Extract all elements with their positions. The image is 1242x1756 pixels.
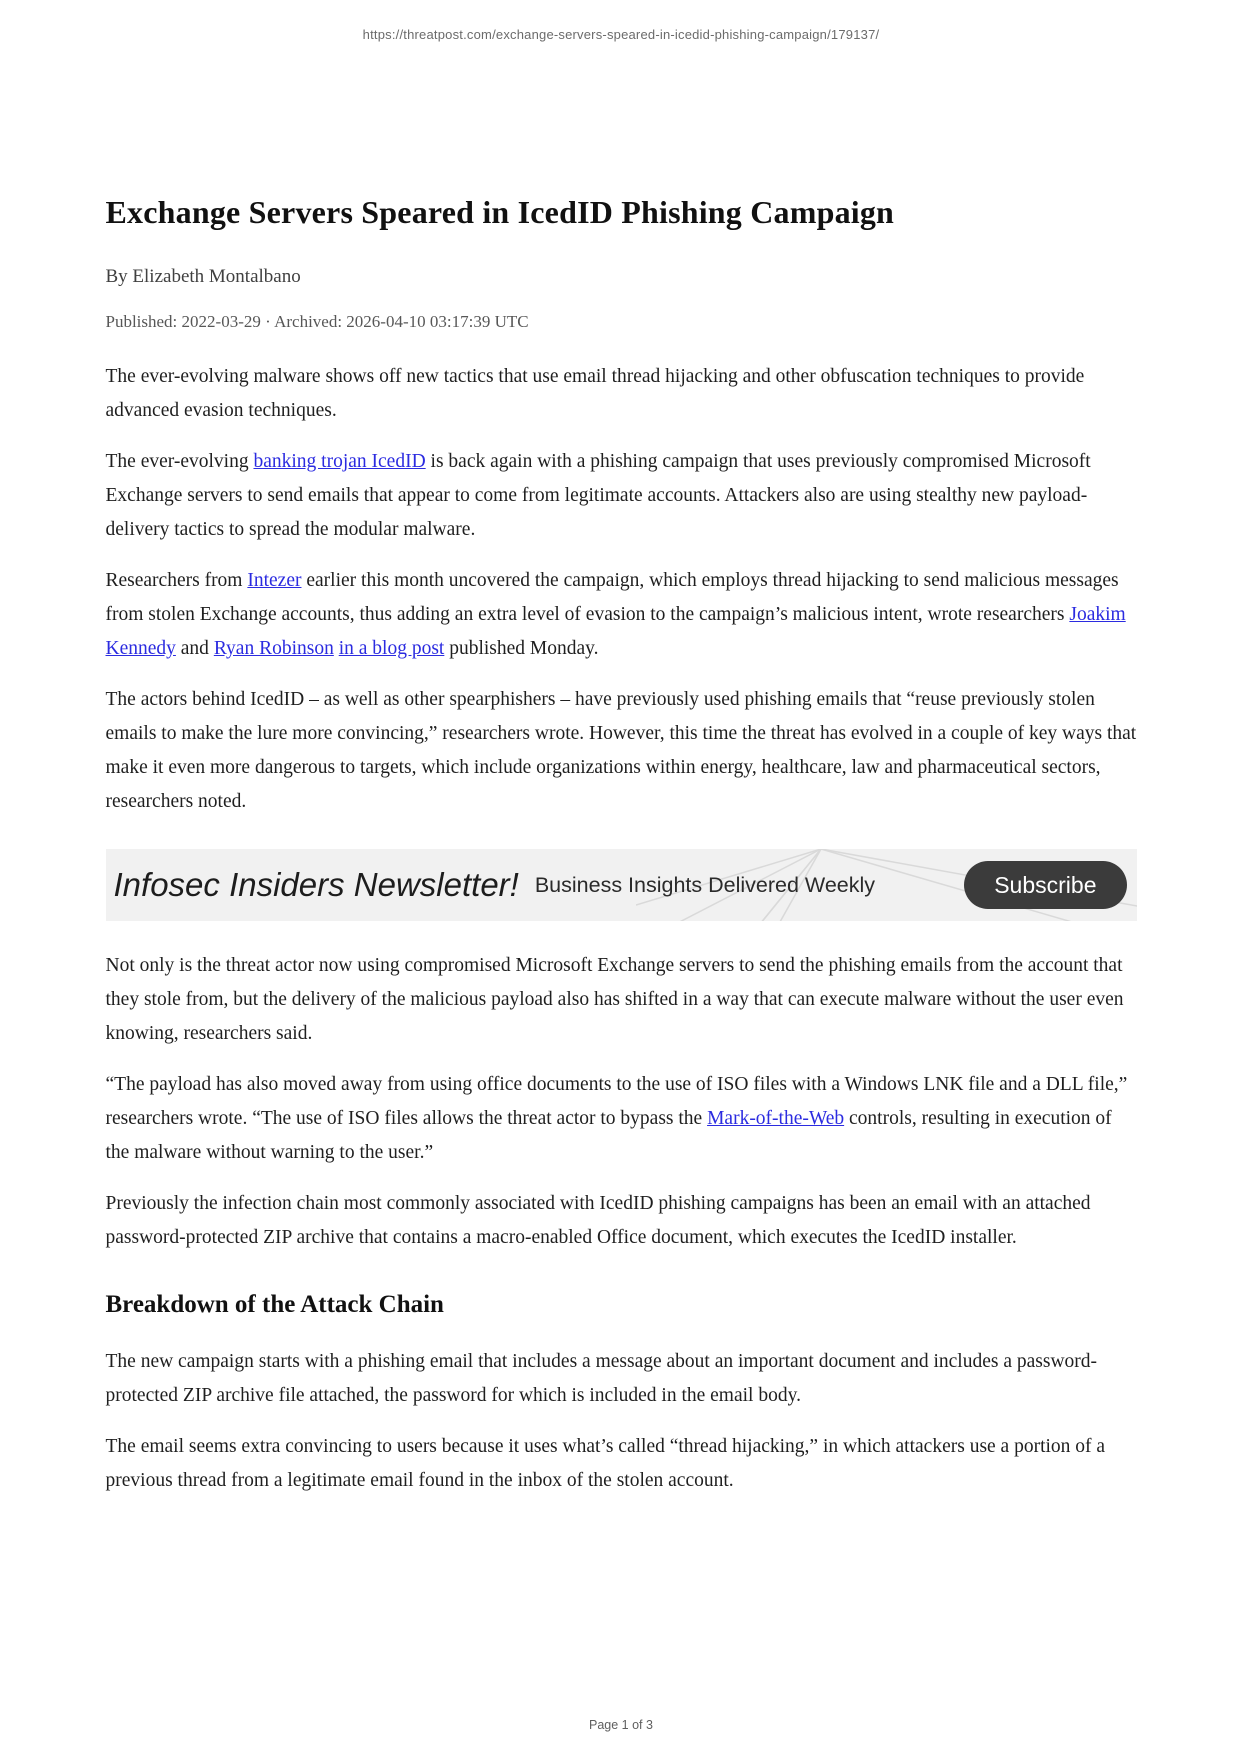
- link-mark-of-the-web[interactable]: Mark-of-the-Web: [707, 1108, 845, 1129]
- paragraph-text: The new campaign starts with a phishing email that includes a message about an important document and includes a password-protected ZIP archive file attached, the password for which is included in the email body.: [105, 1351, 1098, 1406]
- article-paragraph: [106, 360, 1137, 428]
- source-url: https://threatpost.com/exchange-servers-speared-in-icedid-phishing-campaign/179137/: [362, 27, 880, 42]
- paragraph-text: earlier this month uncovered the campaign, which employs thread hijacking to send malicious messages from stolen Exchange accounts, thus adding an extra level of evasion to the campaign’s malicious intent, wrote researchers: [105, 570, 1119, 625]
- paragraph-text: Previously the infection chain most commonly associated with IcedID phishing campaigns has been an email with an attached password-protected ZIP archive that contains a macro-enabled Office document, which executes the IcedID installer.: [105, 1193, 1091, 1248]
- article-byline: By Elizabeth Montalbano: [105, 266, 301, 287]
- article-paragraph: [106, 1068, 1137, 1170]
- link-ryan-robinson[interactable]: Ryan Robinson: [213, 638, 334, 659]
- paragraph-text: The ever-evolving malware shows off new tactics that use email thread hijacking and other obfuscation techniques to provide advanced evasion techniques.: [105, 366, 1085, 421]
- link-intezer[interactable]: Intezer: [247, 570, 302, 591]
- article-container: [106, 194, 1137, 1498]
- paragraph-text: “The payload has also moved away from using office documents to the use of ISO files with a Windows LNK file and a DLL file,” researchers wrote. “The use of ISO files allows the threat actor to bypass the: [105, 1074, 1128, 1129]
- article-paragraph: [106, 949, 1137, 1051]
- link-banking-trojan-icedid[interactable]: banking trojan IcedID: [253, 451, 426, 472]
- subscribe-button[interactable]: Subscribe: [964, 861, 1126, 909]
- paragraph-text: published Monday.: [444, 638, 599, 659]
- paragraph-text: The ever-evolving: [105, 451, 254, 472]
- article-paragraph: [106, 1430, 1137, 1498]
- paragraph-text: Not only is the threat actor now using compromised Microsoft Exchange servers to send the phishing emails from the account that they stole from, but the delivery of the malicious payload also has shifted in a way that can execute malware without the user even knowing, researchers said.: [105, 955, 1124, 1044]
- link-blog-post[interactable]: in a blog post: [338, 638, 445, 659]
- article-paragraph: [106, 445, 1137, 547]
- article-meta-dates: Published: 2022-03-29 · Archived: 2026-04-10 03:17:39 UTC: [105, 312, 529, 331]
- paragraph-text: is back again with a phishing campaign that uses previously compromised Microsoft Exchange servers to send emails that appear to come from legitimate accounts. Attackers also are using stealthy new payload-delivery tactics to spread the modular malware.: [105, 451, 1091, 540]
- paragraph-text: The actors behind IcedID – as well as other spearphishers – have previously used phishing emails that “reuse previously stolen emails to make the lure more convincing,” researchers wrote. However, this time the threat has evolved in a couple of key ways that make it even more dangerous to targets, which include organizations within energy, healthcare, law and pharmaceutical sectors, researchers noted.: [105, 689, 1137, 812]
- paragraph-text: and: [175, 638, 214, 659]
- article-title: Exchange Servers Speared in IcedID Phishing Campaign: [105, 194, 895, 230]
- newsletter-tagline: Business Insights Delivered Weekly: [534, 872, 876, 897]
- paragraph-text: The email seems extra convincing to users because it uses what’s called “thread hijacking,” in which attackers use a portion of a previous thread from a legitimate email found in the inbox of the stolen account.: [105, 1436, 1106, 1491]
- newsletter-banner: [106, 849, 1137, 921]
- section-heading-attack-chain: Breakdown of the Attack Chain: [105, 1291, 444, 1318]
- link-joakim-kennedy[interactable]: Joakim Kennedy: [105, 604, 1126, 659]
- article-paragraph: [106, 683, 1137, 819]
- page-number: Page 1 of 3: [589, 1718, 653, 1732]
- newsletter-title: Infosec Insiders Newsletter!: [113, 866, 519, 903]
- article-body: [106, 360, 1137, 1498]
- article-paragraph: [106, 564, 1137, 666]
- article-paragraph: [106, 1345, 1137, 1413]
- article-paragraph: [106, 1187, 1137, 1255]
- paragraph-text: Researchers from: [105, 570, 248, 591]
- paragraph-text: controls, resulting in execution of the malware without warning to the user.”: [105, 1108, 1112, 1163]
